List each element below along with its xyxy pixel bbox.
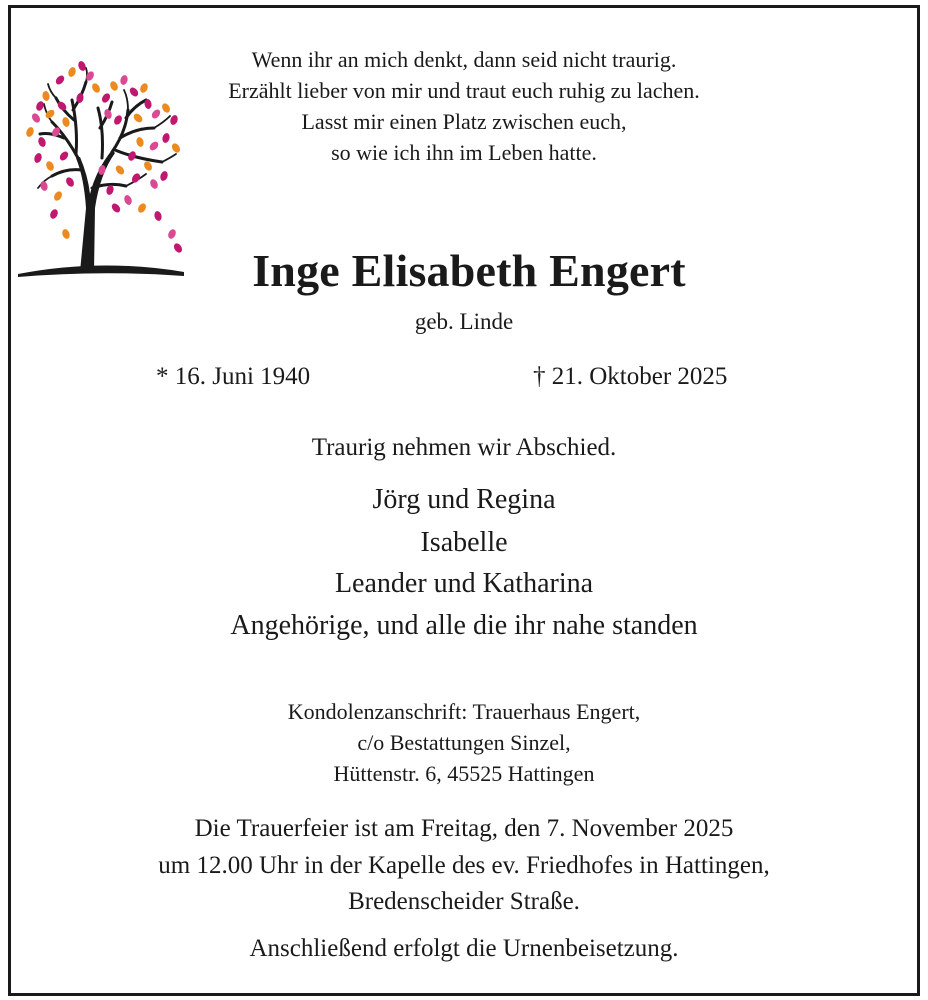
birth-date: * 16. Juni 1940 (156, 363, 311, 390)
closing-text: Anschließend erfolgt die Urnenbeisetzung. (249, 935, 679, 962)
mourner-line-2: Isabelle (420, 527, 508, 558)
deceased-name: Inge Elisabeth Engert (252, 245, 686, 296)
poem-line-3: Lasst mir einen Platz zwischen euch, (301, 109, 627, 134)
poem-line-2: Erzählt lieber von mir und traut euch ruhig zu lachen. (228, 78, 700, 103)
mourner-line-3: Leander und Katharina (334, 568, 594, 599)
ceremony-line-2: um 12.00 Uhr in der Kapelle des ev. Friedhofes in Hattingen, (158, 852, 770, 879)
ceremony-line-3: Bredenscheider Straße. (348, 888, 580, 915)
mourner-line-4: Angehörige, und alle die ihr nahe standen (230, 610, 698, 641)
mourner-line-1: Jörg und Regina (372, 484, 556, 515)
death-date: † 21. Oktober 2025 (533, 363, 728, 390)
address-line-2: c/o Bestattungen Sinzel, (357, 730, 571, 755)
poem-line-4: so wie ich ihn im Leben hatte. (331, 140, 597, 165)
poem-line-1: Wenn ihr an mich denkt, dann seid nicht traurig. (251, 47, 677, 72)
farewell-text: Traurig nehmen wir Abschied. (311, 434, 617, 461)
maiden-name: geb. Linde (414, 309, 514, 334)
address-line-3: Hüttenstr. 6, 45525 Hattingen (333, 761, 595, 786)
address-line-1: Kondolenzanschrift: Trauerhaus Engert, (287, 699, 641, 724)
ceremony-line-1: Die Trauerfeier ist am Freitag, den 7. November 2025 (194, 815, 734, 842)
